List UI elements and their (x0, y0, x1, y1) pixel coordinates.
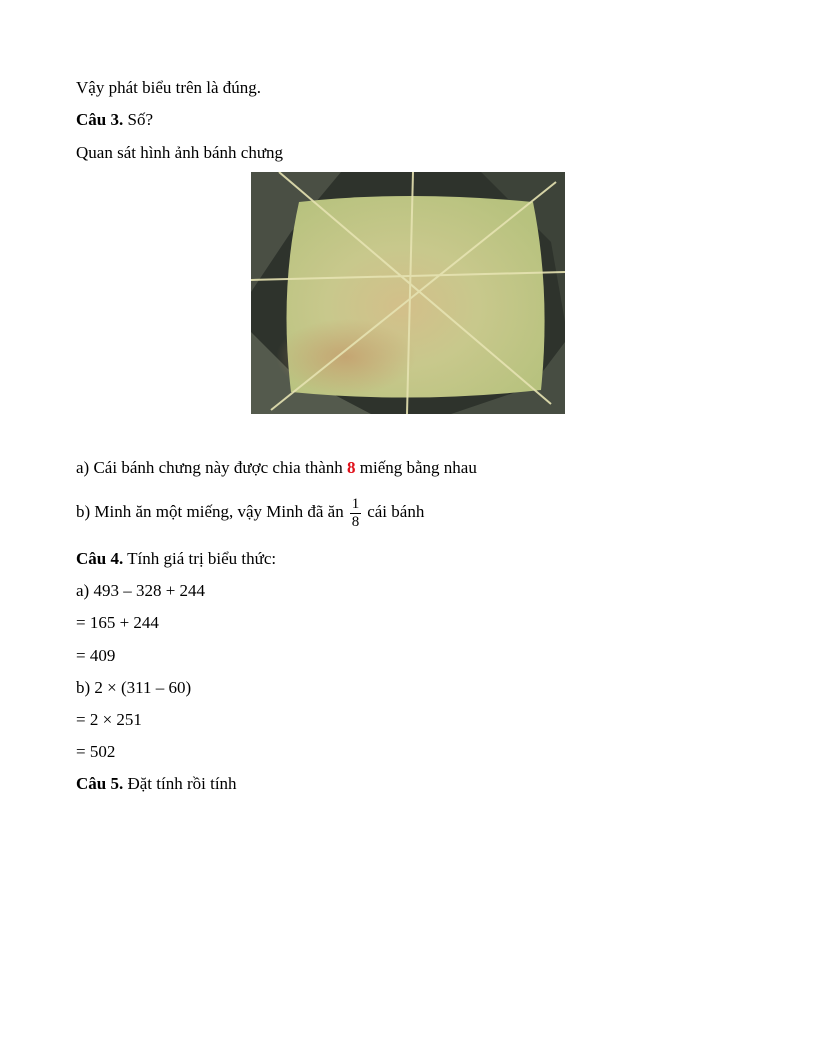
question-3-text: Số? (123, 110, 153, 129)
answer-a-prefix: a) Cái bánh chưng này được chia thành (76, 458, 347, 477)
question-3-label: Câu 3. (76, 110, 124, 129)
expression-b: b) 2 × (311 – 60) (76, 678, 192, 697)
answer-b-prefix: b) Minh ăn một miếng, vậy Minh đã ăn (76, 502, 344, 521)
fraction-numerator: 1 (351, 495, 360, 512)
statement-conclusion: Vậy phát biểu trên là đúng. (76, 78, 262, 97)
expression-a-result: = 409 (76, 646, 116, 665)
question-5-label: Câu 5. (76, 774, 124, 793)
answer-a (76, 458, 477, 478)
expression-b-step-1: = 2 × 251 (76, 710, 142, 729)
answer-b (76, 492, 424, 532)
question-3-heading (76, 110, 153, 130)
expression-a-step-1: = 165 + 244 (76, 613, 159, 632)
question-4-heading (76, 549, 276, 569)
question-5-heading (76, 774, 237, 794)
expression-a: a) 493 – 328 + 244 (76, 581, 206, 600)
expression-b-result: = 502 (76, 742, 116, 761)
answer-a-number: 8 (347, 458, 356, 477)
question-4-text: Tính giá trị biểu thức: (123, 549, 277, 568)
question-5-text: Đặt tính rồi tính (123, 774, 237, 793)
banh-chung-photo (251, 172, 565, 414)
fraction-denominator: 8 (351, 513, 360, 530)
answer-b-suffix: cái bánh (367, 502, 425, 521)
fraction-one-eighth (350, 496, 362, 531)
answer-a-suffix: miếng bằng nhau (355, 458, 477, 477)
question-4-label: Câu 4. (76, 549, 124, 568)
observe-instruction: Quan sát hình ảnh bánh chưng (76, 143, 284, 162)
